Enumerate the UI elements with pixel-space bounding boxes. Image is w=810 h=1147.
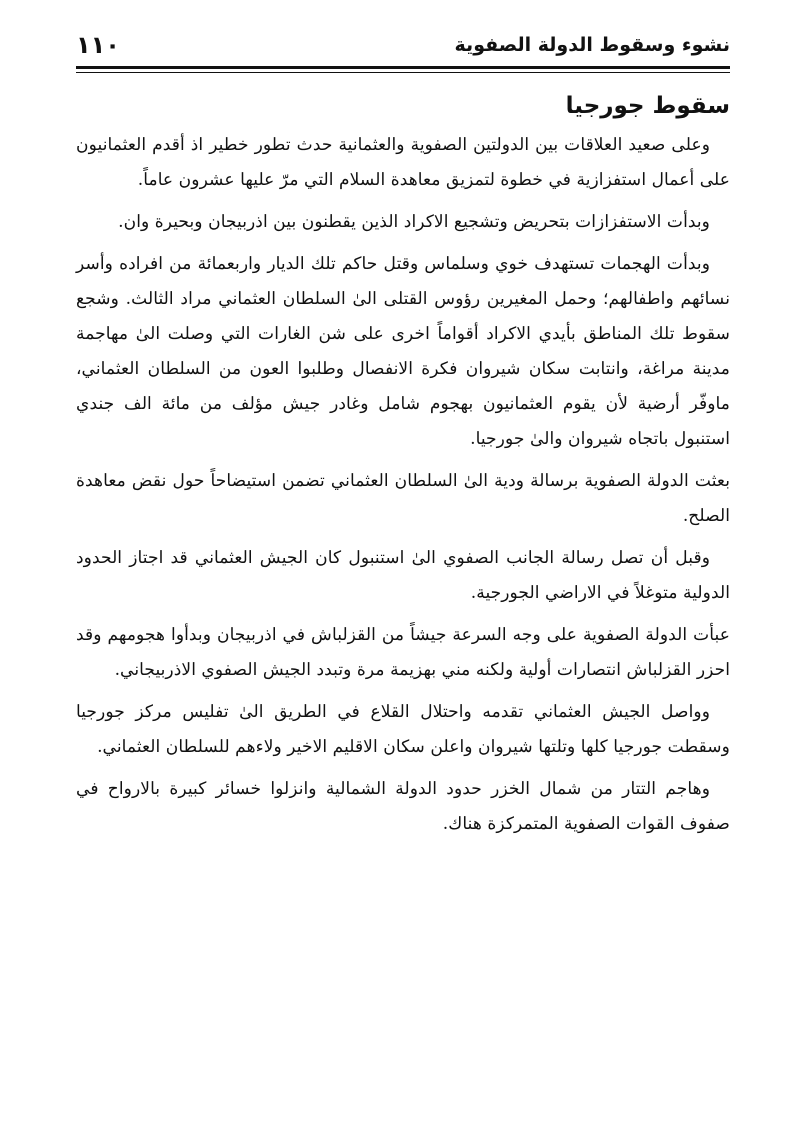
header-rule-thin bbox=[76, 72, 730, 73]
running-header bbox=[76, 30, 730, 62]
paragraph-provocations: وبدأت الاستفزازات بتحريض وتشجيع الاكراد الذين يقطنون بين اذربيجان وبحيرة وان. bbox=[118, 212, 710, 232]
paragraph-fall-of-georgia: وواصل الجيش العثماني تقدمه واحتلال القلاع في الطريق الىٰ تفليس مركز جورجيا وسقطت جورجيا كلها وتلتها شيروان واعلن سكان الاقليم الاخير ولاءهم للسلطان العثماني. bbox=[76, 702, 730, 757]
running-title: نشوء وسقوط الدولة الصفوية bbox=[454, 34, 730, 56]
header-rule-thick bbox=[76, 66, 730, 69]
paragraph-qizilbash: عبأت الدولة الصفوية على وجه السرعة جيشاً من القزلباش في اذربيجان وبدأوا هجومهم وقد احزر القزلباش انتصارات أولية ولكنه مني بهزيمة مرة وتبدد الجيش الصفوي الاذربيجاني. bbox=[76, 625, 730, 680]
section-heading: سقوط جورجيا bbox=[565, 93, 730, 119]
page-content bbox=[76, 88, 730, 849]
page-number: ١١٠ bbox=[76, 31, 120, 59]
paragraph-tension: وعلى صعيد العلاقات بين الدولتين الصفوية والعثمانية حدث تطور خطير اذ أقدم العثمانيون على أعمال استفزازية في خطوة لتمزيق معاهدة السلام التي مرّ عليها عشرون عاماً. bbox=[76, 135, 730, 190]
paragraph-letter: بعثت الدولة الصفوية برسالة ودية الىٰ السلطان العثماني تضمن استيضاحاً حول نقض معاهدة الصلح. bbox=[76, 471, 730, 526]
paragraph-attacks: وبدأت الهجمات تستهدف خوي وسلماس وقتل حاكم تلك الديار واربعمائة من افراده وأسر نسائهم واطفالهم؛ وحمل المغيرين رؤوس القتلى الىٰ السلطان العثماني مراد الثالث. وشجع سقوط تلك المناطق بأيدي الاكراد أقواماً اخرى على شن الغارات التي وصلت الىٰ مهاجمة مدينة مراغة، وانتابت سكان شيروان فكرة الانفصال وطلبوا العون من السلطان العثماني، ماوفّر أرضية لأن يقوم العثمانيون بهجوم شامل وغادر جيش مؤلف من مائة الف جندي استنبول باتجاه شيروان والىٰ جورجيا. bbox=[76, 254, 730, 449]
paragraph-tatars: وهاجم التتار من شمال الخزر حدود الدولة الشمالية وانزلوا خسائر كبيرة بالارواح في صفوف القوات الصفوية المتمركزة هناك. bbox=[76, 779, 730, 834]
paragraph-border-crossing: وقبل أن تصل رسالة الجانب الصفوي الىٰ استنبول كان الجيش العثماني قد اجتاز الحدود الدولية متوغلاً في الاراضي الجورجية. bbox=[76, 548, 730, 603]
